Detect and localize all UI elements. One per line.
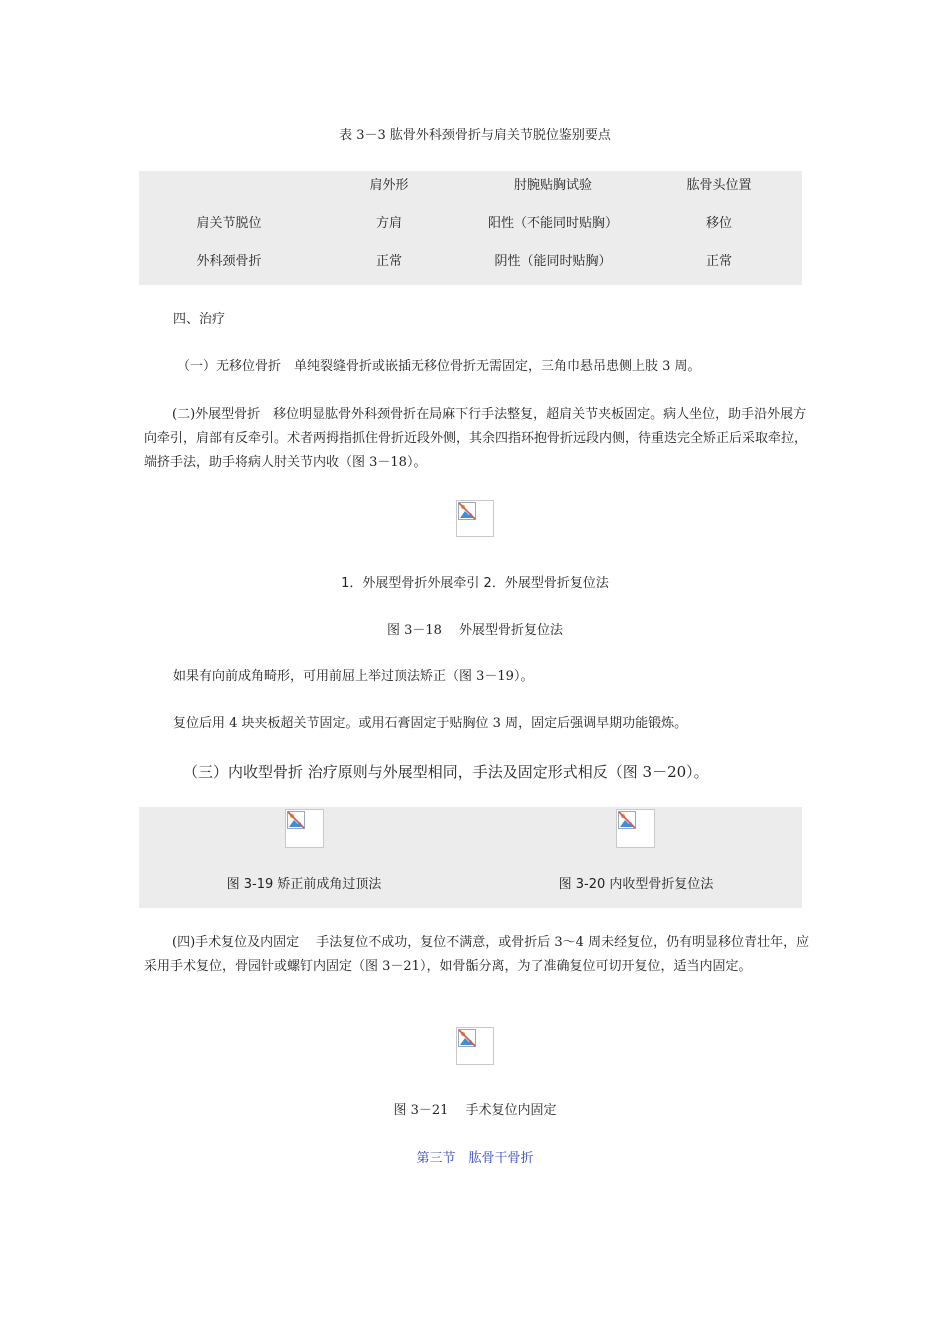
table-cell: 阴性（能同时贴胸） [494,254,612,269]
table-caption: 表 3－3 肱骨外科颈骨折与肩关节脱位鉴别要点 [339,128,611,143]
paragraph-no-displacement: （一）无移位骨折 单纯裂缝骨折或嵌插无移位骨折无需固定，三角巾悬吊患侧上肢 3 周。 [177,359,701,374]
figure-caption: 图 3－21 手术复位内固定 [393,1103,557,1118]
broken-image-icon [285,809,324,848]
figure-caption: 图 3-19 矫正前成角过顶法 [226,877,382,892]
figure-subcaption: 1．外展型骨折外展牵引 2．外展型骨折复位法 [341,576,609,591]
broken-image-icon [456,500,494,537]
paragraph-abduction-fracture: (二)外展型骨折 移位明显肱骨外科颈骨折在局麻下行手法整复，超肩关节夹板固定。病人坐位，助手沿外展方向牵引，肩部有反牵引。术者两拇指抓住骨折近段外侧，其余四指环抱骨折远段内侧，待重迭完全矫正后采取牵拉，端挤手法，助手将病人肘关节内收（图 3－18）。 [144,407,808,470]
paragraph-surgical-reduction: (四)手术复位及内固定 手法复位不成功，复位不满意，或骨折后 3～4 周未经复位，仍有明显移位青壮年，应采用手术复位，骨园针或螺钉内固定（图 3－21），如骨骺分离，为了准确复位可切开复位，适当内固定。 [144,935,810,974]
table-cell: 外科颈骨折 [196,254,262,269]
figure-pair-box [139,807,802,908]
table-cell: 正常 [705,254,732,269]
broken-image-icon [616,809,655,848]
figure-caption: 图 3-20 内收型骨折复位法 [558,877,714,892]
broken-image-icon [456,1027,494,1065]
table-header-cell: 肱骨头位置 [686,178,752,193]
table-header-cell: 肩外形 [369,178,409,193]
table-header-cell: 肘腕贴胸试验 [513,178,592,193]
table-cell: 阳性（不能同时贴胸） [487,216,618,231]
differential-table [139,171,802,285]
next-section-link[interactable]: 第三节 肱骨干骨折 [416,1151,534,1166]
table-cell: 正常 [375,254,402,269]
table-cell: 方肩 [375,216,402,231]
table-cell: 肩关节脱位 [196,216,262,231]
table-cell: 移位 [705,216,732,231]
paragraph-angulation: 如果有向前成角畸形，可用前屈上举过顶法矫正（图 3－19）。 [173,669,534,684]
figure-caption: 图 3－18 外展型骨折复位法 [386,623,564,638]
paragraph-adduction-fracture: （三）内收型骨折 治疗原则与外展型相同，手法及固定形式相反（图 3－20）。 [183,763,709,781]
paragraph-fixation: 复位后用 4 块夹板超关节固定。或用石膏固定于贴胸位 3 周，固定后强调早期功能锻炼。 [173,716,688,731]
section-heading: 四、治疗 [173,312,226,327]
